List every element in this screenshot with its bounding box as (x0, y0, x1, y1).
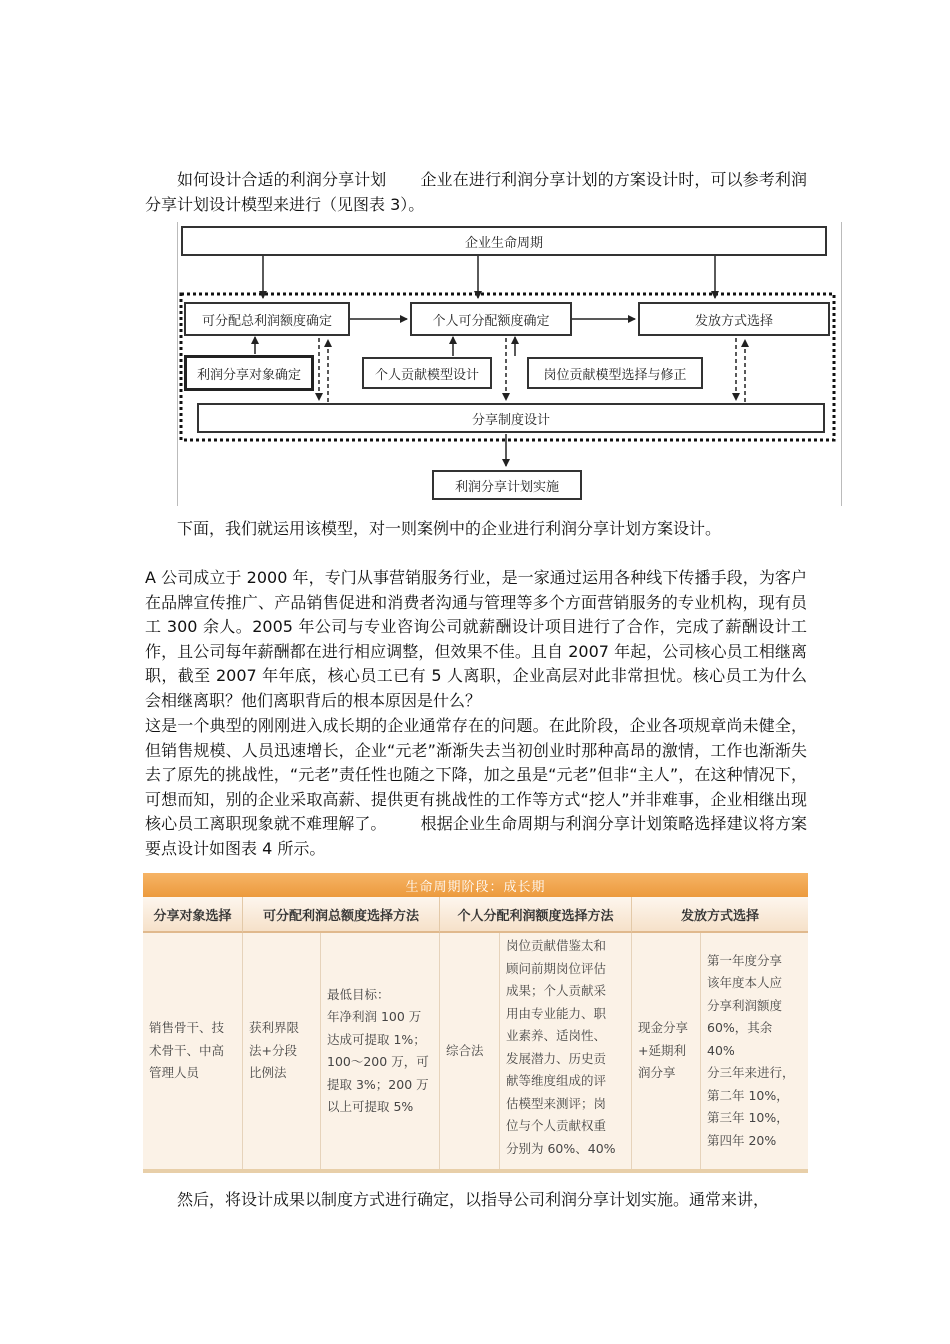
cell-personal-method: 综合法 (440, 933, 500, 1169)
header-share-target: 分享对象选择 (143, 897, 243, 933)
box-contribution-model: 个人贡献模型设计 (362, 357, 492, 389)
box-system-design: 分享制度设计 (197, 403, 825, 433)
box-target-confirm: 利润分享对象确定 (184, 355, 314, 391)
paragraph-analysis (145, 714, 807, 861)
scheme-table (143, 873, 808, 1173)
table-banner: 生命周期阶段：成长期 (143, 873, 808, 897)
paragraph-intro-case: 下面，我们就运用该模型，对一则案例中的企业进行利润分享计划方案设计。 (177, 519, 722, 538)
analysis-conclusion: 根据企业生命周期与利润分享计划策略选择建议将方案要点设计如图表 4 所示。 (145, 814, 807, 858)
profit-sharing-model-diagram (177, 222, 842, 506)
box-total-profit: 可分配总利润额度确定 (184, 302, 350, 336)
cell-share-target: 销售骨干、技 术骨干、中高 管理人员 (143, 933, 243, 1169)
cell-personal-detail: 岗位贡献借鉴太和 顾问前期岗位评估 成果；个人贡献采 用由专业能力、职 业素养、适岗性、 发展潜力、历史贡 献等维度组成的评 估模型来测评；岗 位与个人贡献权重 分别为 60%、40% (500, 933, 632, 1169)
box-lifecycle: 企业生命周期 (181, 226, 827, 256)
box-implementation: 利润分享计划实施 (432, 470, 582, 500)
cell-total-target: 最低目标： 年净利润 100 万 达成可提取 1%； 100～200 万，可 提取 3%；200 万 以上可提取 5% (321, 933, 440, 1169)
intro-paragraph (145, 168, 807, 217)
table-bottom-border (143, 1169, 808, 1173)
cell-payment-detail: 第一年度分享 该年度本人应 分享利润额度 60%，其余 40% 分三年来进行， 第二年 10%， 第三年 10%， 第四年 20% (707, 952, 795, 1148)
intro-title: 如何设计合适的利润分享计划 (177, 170, 387, 189)
intro-text: 企业在进行利润分享计划的方案设计时，可以参考利润分享计划设计模型来进行（见图表 3）。 (145, 170, 807, 214)
cell-total-method: 获利界限 法+分段 比例法 (243, 933, 321, 1169)
analysis-text: 这是一个典型的刚刚进入成长期的企业通常存在的问题。在此阶段，企业各项规章尚未健全，但销售规模、人员迅速增长，企业“元老”渐渐失去当初创业时那种高昂的激情，工作也渐渐失去了原先的挑战性，“元老”责任性也随之下降，加之虽是“元老”但非“主人”，在这种情况下，可想而知，别的企业采取高薪、提供更有挑战性的工作等方式“挖人”并非难事，企业相继出现核心员工离职现象就不难理解了。 (145, 716, 807, 833)
header-personal-method: 个人分配利润额度选择方法 (440, 897, 632, 933)
box-payment-method: 发放方式选择 (638, 302, 830, 336)
paragraph-conclusion: 然后，将设计成果以制度方式进行确定，以指导公司利润分享计划实施。通常来讲， (177, 1190, 770, 1209)
box-position-model: 岗位贡献模型选择与修正 (527, 357, 703, 389)
header-payment-method: 发放方式选择 (632, 897, 808, 933)
box-personal-quota: 个人可分配额度确定 (410, 302, 572, 336)
cell-payment-method: 现金分享 +延期利 润分享 (632, 933, 701, 1169)
paragraph-case-background: A 公司成立于 2000 年，专门从事营销服务行业，是一家通过运用各种线下传播手段，为客户在品牌宣传推广、产品销售促进和消费者沟通与管理等多个方面营销服务的专业机构，现有员工 300 余人。2005 年公司与专业咨询公司就薪酬设计项目进行了合作，完成了薪酬设计工作，且公司每年薪酬都在进行相应调整，但效果不佳。且自 2007 年起，公司核心员工相继离职，截至 2007 年年底，核心员工已有 5 人离职，企业高层对此非常担忧。核心员工为什么会相继离职？他们离职背后的根本原因是什么？ (145, 568, 807, 710)
header-total-method: 可分配利润总额度选择方法 (243, 897, 440, 933)
